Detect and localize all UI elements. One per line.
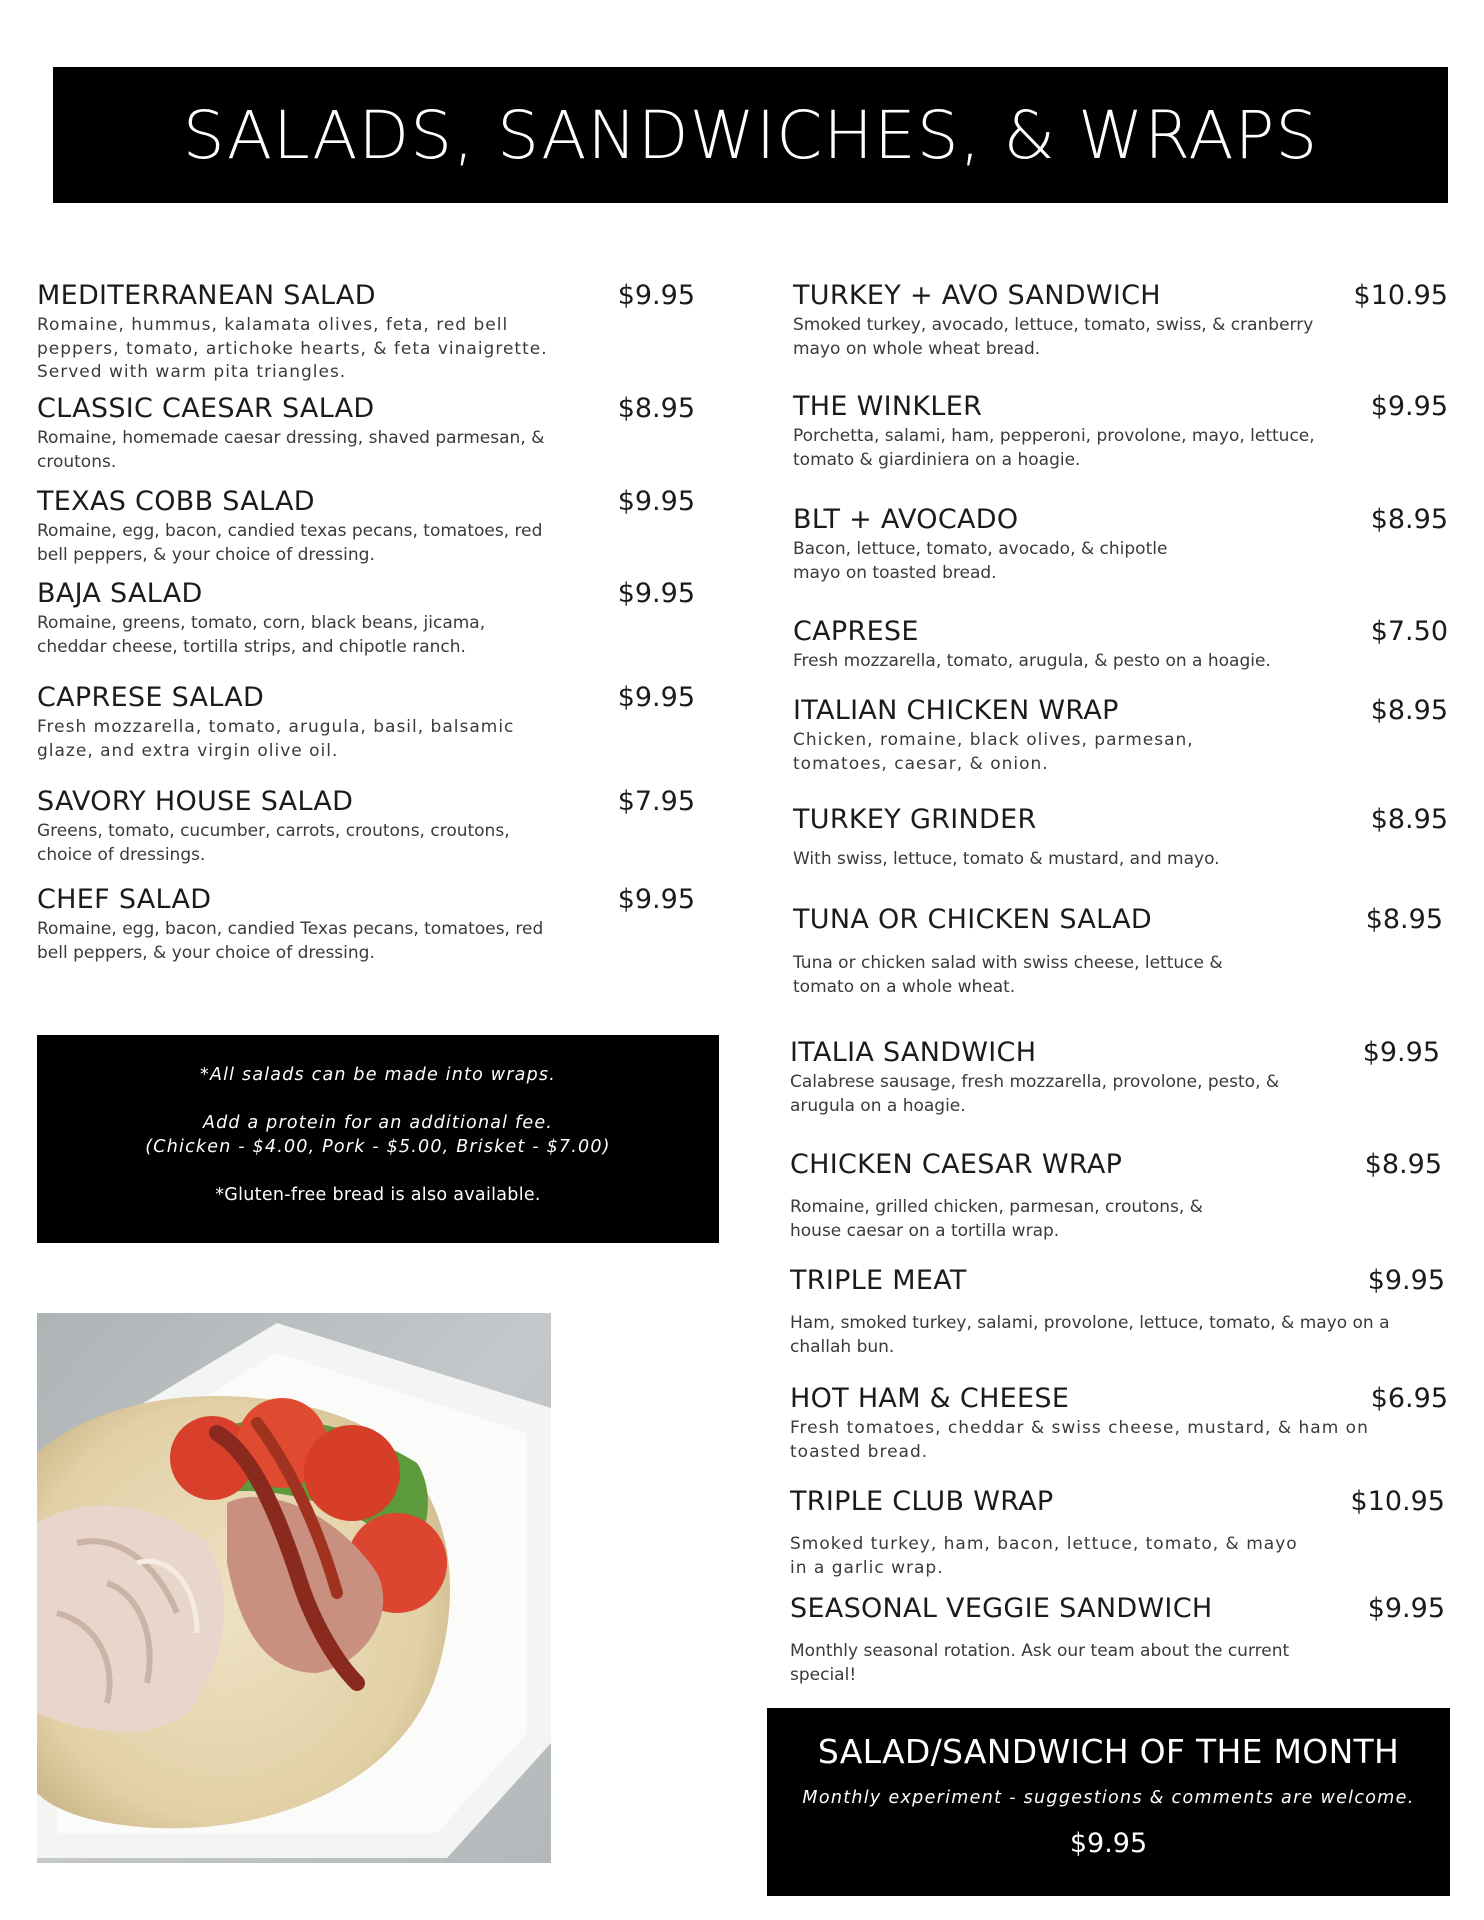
item-price: $9.95	[1370, 391, 1448, 422]
salad-notes-box	[37, 1035, 719, 1243]
item-price: $8.95	[1365, 904, 1443, 935]
item-price: $9.95	[617, 486, 695, 517]
menu-item-caprese-salad	[37, 681, 695, 763]
item-name: MEDITERRANEAN SALAD	[37, 280, 376, 311]
item-price: $7.50	[1370, 616, 1448, 647]
page-header-banner	[53, 67, 1448, 203]
item-price: $8.95	[1364, 1149, 1442, 1180]
item-name: CLASSIC CAESAR SALAD	[37, 393, 375, 424]
item-price: $7.95	[617, 786, 695, 817]
item-description: Tuna or chicken salad with swiss cheese, lettuce & tomato on a whole wheat.	[793, 953, 1223, 997]
month-special-price: $9.95	[1069, 1828, 1148, 1859]
item-name: CAPRESE	[793, 616, 919, 647]
menu-item-baja-salad	[37, 577, 695, 659]
menu-item-the-winkler	[793, 390, 1448, 472]
item-name: SAVORY HOUSE SALAD	[37, 786, 354, 817]
item-description: Monthly seasonal rotation. Ask our team about the current special!	[790, 1641, 1290, 1685]
item-description: Bacon, lettuce, tomato, avocado, & chipotle mayo on toasted bread.	[793, 539, 1168, 583]
item-price: $9.95	[617, 280, 695, 311]
item-price: $8.95	[1370, 504, 1448, 535]
item-price: $10.95	[1353, 280, 1448, 311]
menu-item-triple-club-wrap	[790, 1485, 1445, 1580]
item-description: Chicken, romaine, black olives, parmesan, tomatoes, caesar, & onion.	[793, 730, 1194, 774]
page-title: SALADS, SANDWICHES, & WRAPS	[182, 96, 1319, 174]
menu-item-tuna-or-chicken-salad	[793, 903, 1443, 999]
menu-item-turkey-avo-sandwich	[793, 279, 1448, 361]
item-description: Calabrese sausage, fresh mozzarella, provolone, pesto, & arugula on a hoagie.	[790, 1072, 1280, 1116]
item-description: Romaine, grilled chicken, parmesan, croutons, & house caesar on a tortilla wrap.	[790, 1197, 1203, 1241]
item-description: Fresh tomatoes, cheddar & swiss cheese, mustard, & ham on toasted bread.	[790, 1418, 1369, 1462]
menu-item-italian-chicken-wrap	[793, 694, 1448, 776]
item-name: THE WINKLER	[793, 391, 983, 422]
item-name: TURKEY + AVO SANDWICH	[793, 280, 1161, 311]
item-description: Romaine, greens, tomato, corn, black beans, jicama, cheddar cheese, tortilla strips, and chipotle ranch.	[37, 613, 486, 657]
item-description: Fresh mozzarella, tomato, arugula, basil, balsamic glaze, and extra virgin olive oil.	[37, 717, 515, 761]
item-description: Fresh mozzarella, tomato, arugula, & pesto on a hoagie.	[793, 651, 1271, 671]
item-description: Porchetta, salami, ham, pepperoni, provolone, mayo, lettuce, tomato & giardiniera on a hoagie.	[793, 426, 1315, 470]
item-price: $8.95	[617, 393, 695, 424]
note-protein: Add a protein for an additional fee.	[202, 1113, 554, 1133]
menu-item-seasonal-veggie-sandwich	[790, 1592, 1445, 1687]
menu-item-italia-sandwich	[790, 1036, 1440, 1118]
item-name: CAPRESE SALAD	[37, 682, 265, 713]
note-gluten-free: *Gluten-free bread is also available.	[215, 1185, 541, 1205]
item-price: $8.95	[1370, 804, 1448, 835]
item-description: Romaine, hummus, kalamata olives, feta, red bell peppers, tomato, artichoke hearts, & feta vinaigrette. Served with warm pita triangles.	[37, 315, 548, 382]
menu-item-triple-meat	[790, 1264, 1445, 1359]
item-name: CHICKEN CAESAR WRAP	[790, 1149, 1123, 1180]
sandwich-of-the-month-box	[767, 1708, 1450, 1896]
item-description: Smoked turkey, avocado, lettuce, tomato, swiss, & cranberry mayo on whole wheat bread.	[793, 315, 1314, 359]
item-price: $8.95	[1370, 695, 1448, 726]
item-name: TRIPLE MEAT	[790, 1265, 967, 1296]
item-name: CHEF SALAD	[37, 884, 212, 915]
menu-item-texas-cobb-salad	[37, 485, 695, 567]
item-description: Smoked turkey, ham, bacon, lettuce, tomato, & mayo in a garlic wrap.	[790, 1534, 1298, 1578]
item-name: HOT HAM & CHEESE	[790, 1383, 1070, 1414]
item-name: BLT + AVOCADO	[793, 504, 1019, 535]
item-price: $9.95	[617, 884, 695, 915]
menu-item-savory-house-salad	[37, 785, 695, 867]
item-description: Romaine, egg, bacon, candied texas pecans, tomatoes, red bell peppers, & your choice of dressing.	[37, 521, 543, 565]
item-name: BAJA SALAD	[37, 578, 203, 609]
item-price: $9.95	[1362, 1037, 1440, 1068]
menu-item-hot-ham-cheese	[790, 1382, 1448, 1464]
item-price: $9.95	[617, 682, 695, 713]
item-description: Romaine, homemade caesar dressing, shaved parmesan, & croutons.	[37, 428, 545, 472]
item-price: $9.95	[617, 578, 695, 609]
item-description: Ham, smoked turkey, salami, provolone, lettuce, tomato, & mayo on a challah bun.	[790, 1313, 1390, 1357]
menu-item-blt-avocado	[793, 503, 1448, 585]
month-special-title: SALAD/SANDWICH OF THE MONTH	[817, 1732, 1400, 1771]
note-wraps: *All salads can be made into wraps.	[200, 1065, 556, 1085]
month-special-subtitle: Monthly experiment - suggestions & comments are welcome.	[802, 1788, 1415, 1808]
wrap-photo	[37, 1313, 551, 1863]
menu-item-caprese	[793, 615, 1448, 674]
menu-item-chef-salad	[37, 883, 695, 965]
item-name: TRIPLE CLUB WRAP	[790, 1486, 1054, 1517]
item-price: $6.95	[1370, 1383, 1448, 1414]
item-price: $9.95	[1367, 1265, 1445, 1296]
menu-item-chicken-caesar-wrap	[790, 1148, 1442, 1243]
item-name: TEXAS COBB SALAD	[37, 486, 315, 517]
item-name: ITALIAN CHICKEN WRAP	[793, 695, 1119, 726]
item-name: TUNA OR CHICKEN SALAD	[793, 904, 1152, 935]
item-name: TURKEY GRINDER	[793, 804, 1037, 835]
item-description: Romaine, egg, bacon, candied Texas pecans, tomatoes, red bell peppers, & your choice of dressing.	[37, 919, 544, 963]
item-description: With swiss, lettuce, tomato & mustard, and mayo.	[793, 849, 1220, 869]
menu-item-turkey-grinder	[793, 803, 1448, 872]
menu-item-classic-caesar-salad	[37, 392, 695, 474]
note-protein-prices: (Chicken - $4.00, Pork - $5.00, Brisket - $7.00)	[145, 1137, 611, 1157]
item-description: Greens, tomato, cucumber, carrots, croutons, croutons, choice of dressings.	[37, 821, 510, 865]
item-name: ITALIA SANDWICH	[790, 1037, 1037, 1068]
item-price: $10.95	[1350, 1486, 1445, 1517]
item-price: $9.95	[1367, 1593, 1445, 1624]
item-name: SEASONAL VEGGIE SANDWICH	[790, 1593, 1213, 1624]
menu-item-mediterranean-salad	[37, 279, 695, 385]
